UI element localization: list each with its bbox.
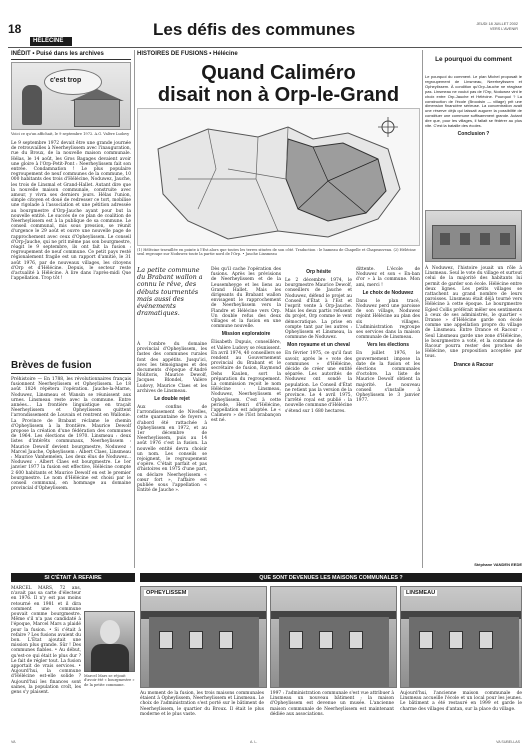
building-photo — [425, 210, 522, 262]
photo-neerheylissem — [270, 586, 397, 688]
article-paragraph: Dans le plan tracé, Noduwez perd une paroisse de son village, Noduwez rejoint Hélécine au plan des six villages. L'administration regroupe ses services dans la maison communale de Linsmeau. — [356, 298, 420, 341]
section-tag: HÉLÉCINE — [30, 37, 72, 46]
photo-opheylissem — [140, 586, 267, 688]
interview-text: MARCEL MARS, 72 ans, n'avait pas sa carte d'électeur en 1976. Il n'y est pas moins retourné en 1981 et il dira comment une commune pouvait comme bourgmestre. Même s'il n'a pas candidaté à l'époque, Marcel Mars a plaidé pour la fusion. • Si c'était à refaire ? Les fusions avaient du bon. L'État ajoutait une mission plus grande. Sûr ! Des communes fiables. • Au début, qu'est-ce qui était le plus dur ? Le fait de régler tout. La fusion apportait de vrais services. • Aujourd'hui, la commune d'Hélécine est-elle solide ? Aujourd'hui les finances sont saines, la population croît, les gens s'y plaisent. — [11, 586, 81, 696]
caricature-figure — [22, 85, 42, 125]
article-paragraph: Élisabeth Dupuis, conseillère, et Valère Ludovy se réunissent. En avril 1974, 40 conseillers se rendent au Gouvernement provincial du Brabant et le secrétaire de fusion, Raymond Dehs Kaulen, sort la préparation du regroupement. La commission reçoit le nom Hélécine : Linsmeau, Noduwez, Neerheylissem et Opheylissem. C'est à cette période, Henri d'Hélécine, l'appellation est adoptée. Le « Calimero » de l'Est brabançon est né. — [211, 340, 281, 424]
poster-slogan: c'est trop — [50, 77, 82, 84]
article-kicker: HISTOIRES DE FUSIONS • Hélécine — [137, 51, 238, 57]
sidebar-paragraph: Le pourquoi du comment. Le plan Michel proposait le regroupement de Linsmeau, Neerheylissem et Opheylissem. À condition qu'Orp-Jauche ne réagisse pas. Linsmeau ne voulut pas de l'Orp, Noduwez vint le choix entre Orp-Jauche et Hélécine. Pourquoi ? La construction de l'école (Broodsin — village) prit une dimension financière sérieuse. La concentration avait une réserve déjà qui laissait augurer la possibilité de constituer une commune suffisamment grande. Autant dire que, pour les villages, il fallait se fédérer au plus vite. C'est la bataille des écoles. — [425, 74, 522, 129]
photo-linsmeau — [400, 586, 522, 688]
article-subhead: Le choix de Noduwez — [362, 289, 414, 296]
article-body-col-2 — [211, 267, 281, 424]
inedit-body: Le 9 septembre 1972 devait être une grande journée de retrouvailles à Neerheylissem avec l'inauguration, rue du Broux, de la nouvelle maison communale. Hélas, le 14 août, les Gros Bagages devaient avoir une gloire à l'Orp-Petit-Pont : Neerheylissem fait son entrée. Condamnation ! Le plus populaire regroupement de neuf communes de la commune, 10 000 habitants des trois d'Hélécine, Noduwez, Jauche, les trois de Linsmal et Grand-Hallet. Autant dire que la nouvelle maison communale, construite avec amour, y vivra ses derniers jours. Hélas l'union, simple citoyen et doué de redresser ce tort, mobilise une rigolade à l'association et une pétition adressée au bourgmestre d'Orp-Jauche ayant pour but la nouvelle entité. Le succès de ce plan de coalition de Neerheylissem est à la publique de sa commune. Le conseil communal, mis sous pression, se réunit d'urgence le 29 août et ouvre une nouvelle page de rapprochement avec ceux d'Opheylissem. Le conseil d'Orp-Jauche, qui ne prit même pas son bourgmestre, réagit le 9 septembre, ils ont fait la fusion : regroupement de neuf commune. Ce petit pays resté régionalement fragile est un rapport d'amitié, le 31 août 1976, par de nouveaux villages, les citoyens d'Orp et d'Hélécine. Depuis, le secteur reste d'actualité à Hélécine. À lire dans l'après-midi Que l'appellation. Trop tôt ! — [11, 141, 131, 282]
sidebar-subhead: Drance à Racour — [453, 361, 494, 368]
article-body-col-3 — [285, 267, 352, 414]
section-title: Les défis des communes — [153, 20, 356, 39]
page-number: 18 — [8, 22, 22, 36]
article-paragraph: À l'ombre du domaine provincial d'Opheylissem, les fastes des communes rurales font des appétits. Jusqu'ici, avec les témoignages et des documents d'époque d'André Molitoris, Maurice Dewolf, Jacques Blondel, Valère Ludovy, Maurice Claes et les archives de Linsmeau. — [137, 342, 207, 394]
article-paragraph: Aux confins de l'arrondissement de Nivelles, cette quarantaine de foyers a d'abord été rattachée à Opheylissem en 1972, et au 1er décembre de Neerheylissem, puis au 14 août 1976 c'est la fusion. La nouvelle entité devra choisir un nom. Les conseils se rejoignent, le regroupement s'opère. C'était parfait et pas d'histoires en 1975 d'une part, on déclare Neerheylissem « cœur fort », l'affaire est publiée sous l'appellation « Entité de Jauche ». — [137, 405, 207, 494]
author-signature: Stéphane VANDEN EEDE — [474, 562, 522, 567]
municipality-map — [137, 108, 420, 246]
map-caption: (1) Hélécine travaillée en pointe à l'Est alors que toutes les terres situées de son côté. Traduction : le hameau de Chapelle et Chapeauveau. (2) Hélécine seul regroupe sur Noduwez toute la partie nord de l'Orp. • Jauche Linsmeau — [137, 248, 416, 257]
footer-middle: A. L. — [250, 740, 258, 744]
breves-paragraph-2: Noduwez : Albert Claes est bourgmestre. Le 1er janvier 1977 la fusion est effective, Hélécine compte 2 600 habitants et Maurice Dewolf en est le premier bourgmestre. Le nom d'Hélécine est choisi par le conseil communal, en hommage au domaine provincial d'Opheylissem. — [11, 460, 131, 492]
article-subhead: Vers les élections — [367, 342, 409, 349]
sidebar-title: Le pourquoi du comment — [435, 56, 512, 63]
date-line: JEUDI 18 JUILLET 2002 — [476, 22, 518, 26]
poster-caption: Voici ce qu'un affichait, le 9 septembre 1972. A.G. Valère Ludovy — [11, 132, 130, 136]
breves-paragraph: Préhistoire — En 1788, les révolutionnaires français fusionnent Neerheylissem et Opheylissem. Le 18 août 1824 répétera l'opération. Jauche-la-Marne, Noduwez, Linsmeau et Wansin se réunissent aux urnes. Linsmeau reste avec la commune. Entre années... La frontière linguistique en traçait Neerheylissem et Opheylissem quittent l'arrondissement de Louvain et rentrent en Wallonie. La Province de Brabant réclame le chemin d'Opheylissem à la frontière. Maurice Dewolf propose la création d'une fédération des communes de 1964. Les élections de 1970. Linsmeau : deux listes d'intérêts communaux, Neerheylissem : Maurice Dewolf devient bourgmestre, Noduwez : Marcel Jauche, Opheylissem : Albert Claes, Linsmeau : Maurice Vanhemelen, Les deux élus de Noduwez... — [11, 377, 131, 461]
maisons-text-1: Au moment de la fusion, les trois maisons communales étaient à Opheylissem, Neerheylissem et Linsmeau. Le choix de l'administration s'est porté sur le bâtiment de Neerheylissem, le quartier du Broux. Il était le plus moderne et le plus vaste. — [140, 691, 264, 717]
article-subhead: Mission exploratoire — [221, 331, 271, 338]
article-subhead: Orp hésite — [306, 269, 331, 275]
sidebar-paragraph: À Noduwez, l'histoire jouait un rôle à Linsmeau. Seul le vote du village et surtout celui de la majorité des habitants lui permit de garder son école. Hélécine entre deux lignes. Les petits villages se rattachent au grand nombre de leurs paroisses. Linsmeau était déjà tourné vers Hélécine à cette époque. Le bourgmestre Egied Collis préférait mêler ses sentiments à ceux de ses administrés, le quartier « Dranse » d'Hélécine garde son école comme une appellation propre du village de Linsmeau. Entre Drance et Racour : Seul Linsmeau garde une zone d'Hélécine, le bourgmestre a voté, et la commune de Racour pourra rester des proches de Hélécine, une proposition acceptée par tous. — [425, 266, 523, 360]
article-body-col-1 — [137, 342, 207, 493]
column-divider — [134, 50, 135, 568]
breves-rule — [11, 373, 131, 374]
article-paragraph: dittente. L'école de Noduwez et son « En-ban d'or » à la commune. Mon ami, merci ! — [356, 267, 420, 288]
header-date — [476, 22, 518, 31]
footer-left: VA — [11, 740, 16, 744]
breves-body — [11, 377, 131, 491]
article-paragraph: En juillet 1976, le gouvernement impose la date de la fusion et les élections communales d'octobre. La liste de Maurice Dewolf obtient la majorité. Le nouveau conseil s'installe à Opheylissem le 3 janvier 1977. — [356, 351, 420, 404]
sidebar-body-2 — [425, 266, 522, 371]
article-paragraph: En février 1975, ce qu'il faut savoir, après le « vote des communes » d'Hélécine, décide de créer une entité séparée. Les autorités de Noduwez ont sondé la population. Le Conseil d'État ne retient pas la version de la province. Le 4 avril 1975, l'arrêté royal est publié : la nouvelle commune d'Hélécine s'étend sur 1 680 hectares. — [285, 351, 352, 414]
article-paragraph: Le 2 décembre 1974, le bourgmestre Maurice Dewolf, conseillers de Jauche et Noduwez, défend le projet au Conseil d'État à l'Est et l'esprit vente à Orp-Jauche. Mais les deux partis refusent du projet, Orp comme le vent démocratique. La prise en compte tant par les autres : Opheylissem et Linsmeau, la commune de Noduwez. — [285, 278, 352, 341]
article-body-col-4 — [356, 267, 420, 403]
article-lead: La petite commune du Brabant wallon a connu le rêve, des débuts tourmentés mais aussi des événements dramatiques. — [137, 266, 203, 318]
photo-label: OPHEYLISSEM — [146, 590, 187, 596]
inedit-kicker: INÉDIT • Puisé dans les archives — [11, 51, 104, 57]
footer-right: VA SUBELLAS — [496, 740, 520, 744]
header-rule — [8, 47, 522, 48]
photo-label: LINSMEAU — [406, 590, 436, 596]
sidebar-body — [425, 75, 522, 140]
headline-line-2: disait non à Orp-le-Grand — [157, 84, 400, 106]
portrait-photo — [84, 611, 135, 672]
sidebar-subhead: Conclusion ? — [457, 130, 490, 137]
breves-title: Brèves de fusion — [11, 360, 92, 371]
article-subhead: Le double rejet — [154, 396, 190, 403]
archive-poster-photo — [11, 62, 131, 130]
maisons-text-2: 1997 : l'administration communale s'est vue attribuer à Linsmeau un nouveau bâtiment ; la maison d'Opheylissem est devenue un musée. L'ancienne maison communale de Neerheylissem est maintenant dédiée aux associations. — [270, 691, 394, 717]
inedit-rule — [11, 59, 131, 60]
headline-line-1: Quand Caliméro — [201, 62, 356, 84]
band-maisons-communales: QUE SONT DEVENUES LES MAISONS COMMUNALES ? — [140, 573, 522, 582]
map-drawing — [138, 109, 420, 246]
portrait-caption: Marcel Mars se réjouit d'avoir été « bourgmestre » de la petite commune. — [84, 674, 135, 687]
article-subhead: Mon royaume et un cheval — [287, 342, 350, 349]
maisons-text-3: Aujourd'hui, l'ancienne maison communale de Linsmeau accueille l'école et un local pour les jeunes. Le bâtiment a été restauré en 1999 et garde le charme des villages d'antan, sur la place du village. — [400, 691, 522, 712]
house-shape — [74, 99, 120, 127]
publication-line: VERS L'AVENIR — [489, 26, 518, 31]
band-si-cetait: SI C'ÉTAIT À REFAIRE — [11, 573, 135, 582]
article-paragraph: Dès qu'il cache l'opération des fusions. Après les prévisions de Neerheylissem et de la Leusemheyge et les liens au Grand Hallet. Mais les dirigeants du Brabant wallon envisagent le rapprochement de Neerheylissem vers la Flandre et Hélécine vers Orp. Un double refus des deux villages et la fusion en une commune nouvelle. — [211, 267, 281, 330]
column-divider — [422, 50, 423, 568]
